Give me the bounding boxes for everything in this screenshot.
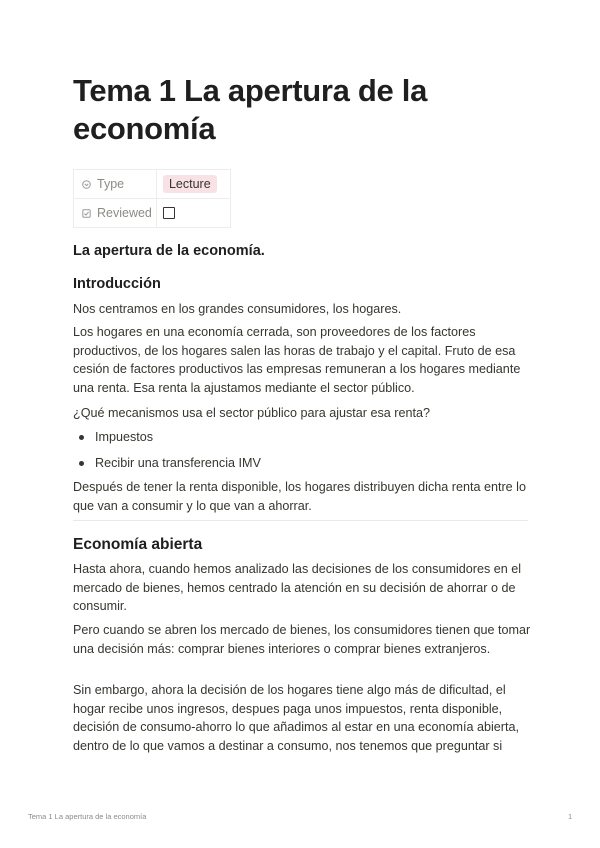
- bullet-dot: [79, 435, 84, 440]
- paragraph: Después de tener la renta disponible, los hogares distribuyen dicha renta entre lo que van a consumir y lo que van a ahorrar.: [73, 480, 526, 513]
- paragraph: Los hogares en una economía cerrada, son proveedores de los factores productivos, de los hogares salen las horas de trabajo y el capital. Fruto de esa cesión de factores productivos las empresas remuneran a los hogares mediante una renta. Esa renta la ajustamos mediante el sector público.: [73, 325, 521, 395]
- paragraph: Nos centramos en los grandes consumidores, los hogares.: [73, 302, 402, 316]
- reviewed-checkbox[interactable]: [163, 207, 175, 219]
- section-heading-main: La apertura de la economía.: [73, 243, 265, 259]
- property-key-label: Reviewed: [97, 206, 152, 220]
- divider: [73, 520, 528, 521]
- list-item: Impuestos: [95, 430, 154, 444]
- property-key-reviewed: [74, 199, 157, 228]
- checkbox-property-icon: [82, 209, 91, 218]
- paragraph: Hasta ahora, cuando hemos analizado las decisiones de los consumidores en el mercado de bienes, hemos centrado la atención en su decisión de ahorrar o de consumir.: [73, 562, 522, 614]
- paragraph: Pero cuando se abren los mercado de bienes, los consumidores tienen que tomar una decisión más: comprar bienes interiores o comprar bienes extranjeros.: [73, 623, 531, 656]
- property-value-type[interactable]: [156, 170, 230, 199]
- paragraph: ¿Qué mecanismos usa el sector público para ajustar esa renta?: [73, 406, 431, 420]
- paragraph: Sin embargo, ahora la decisión de los hogares tiene algo más de dificultad, el hogar recibe unos ingresos, despues paga unos impuestos, renta disponible, decisión de consumo-ahorro lo que añadimos al estar en una economía abierta, dentro de lo que vamos a destinar a consumo, nos tenemos que preguntar si: [73, 683, 519, 753]
- page-title: Tema 1 La apertura de la economía: [73, 73, 428, 146]
- property-row-type: [74, 170, 231, 199]
- property-row-reviewed: [74, 199, 231, 228]
- property-key-label: Type: [97, 177, 125, 191]
- property-key-type: [74, 170, 157, 199]
- bullet-dot: [79, 461, 84, 466]
- section-heading-intro: Introducción: [73, 276, 161, 292]
- properties-table: [73, 169, 231, 228]
- property-value-reviewed[interactable]: [156, 199, 230, 228]
- select-icon: [82, 180, 91, 189]
- list-item: Recibir una transferencia IMV: [95, 456, 261, 470]
- section-heading-open-economy: Economía abierta: [73, 536, 203, 553]
- footer-title: Tema 1 La apertura de la economía: [28, 812, 147, 821]
- type-tag[interactable]: Lecture: [163, 175, 217, 193]
- footer-page-number: 1: [568, 812, 573, 821]
